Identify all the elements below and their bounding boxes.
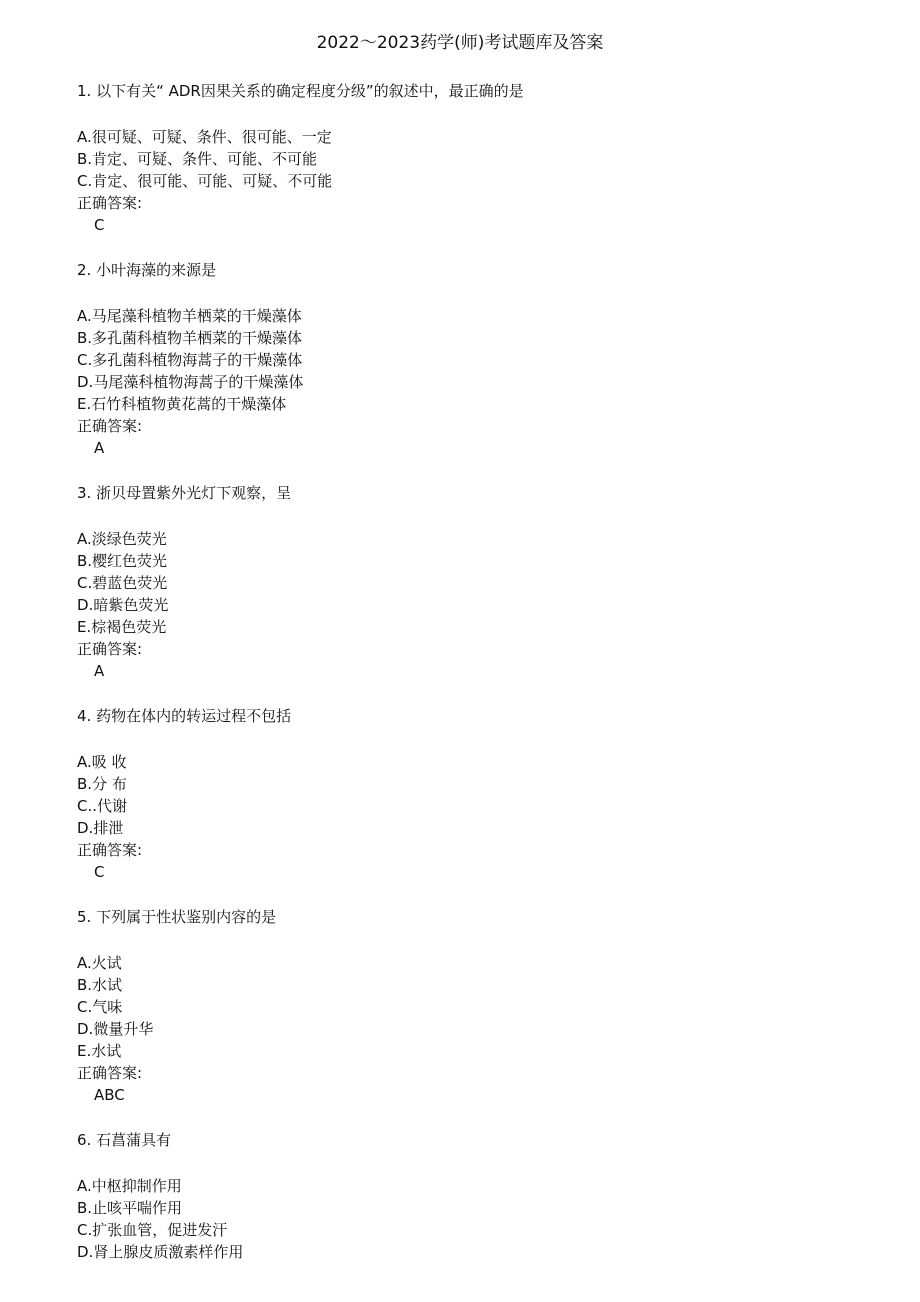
answer-value: A xyxy=(94,662,105,680)
option-b: B.樱红色荧光 xyxy=(77,552,168,570)
question-1 xyxy=(77,80,877,236)
answer-label: 正确答案: xyxy=(77,640,143,658)
option-c: C.气味 xyxy=(77,998,123,1016)
option-d: D.马尾藻科植物海蒿子的干燥藻体 xyxy=(77,373,304,391)
answer-label: 正确答案: xyxy=(77,841,143,859)
answer-value: C xyxy=(94,863,105,881)
question-stem: 5. 下列属于性状鉴别内容的是 xyxy=(77,908,277,926)
answer-label: 正确答案: xyxy=(77,1064,143,1082)
option-c: C.多孔菌科植物海蒿子的干燥藻体 xyxy=(77,351,303,369)
question-2 xyxy=(77,259,877,459)
option-b: B.肯定、可疑、条件、可能、不可能 xyxy=(77,150,318,168)
answer-label: 正确答案: xyxy=(77,417,143,435)
option-d: D.排泄 xyxy=(77,819,124,837)
answer-label: 正确答案: xyxy=(77,194,143,212)
option-c: C.扩张血管，促进发汗 xyxy=(77,1221,228,1239)
option-d: D.微量升华 xyxy=(77,1020,154,1038)
option-b: B.分 布 xyxy=(77,775,127,793)
option-a: A.淡绿色荧光 xyxy=(77,530,167,548)
question-stem: 1. 以下有关“ ADR因果关系的确定程度分级”的叙述中，最正确的是 xyxy=(77,82,524,100)
option-b: B.止咳平喘作用 xyxy=(77,1199,183,1217)
option-list xyxy=(77,952,877,1062)
page-title: 2022～2023药学(师)考试题库及答案 xyxy=(316,33,604,53)
option-d: D.肾上腺皮质激素样作用 xyxy=(77,1243,244,1261)
option-list xyxy=(77,305,877,415)
option-a: A.吸 收 xyxy=(77,753,127,771)
answer-value: ABC xyxy=(94,1086,125,1104)
option-d: D.暗紫色荧光 xyxy=(77,596,169,614)
option-e: E.水试 xyxy=(77,1042,122,1060)
option-list xyxy=(77,751,877,839)
option-e: E.石竹科植物黄花蒿的干燥藻体 xyxy=(77,395,287,413)
question-3 xyxy=(77,482,877,682)
question-list xyxy=(77,80,877,1263)
option-e: E.棕褐色荧光 xyxy=(77,618,167,636)
answer-value: A xyxy=(94,439,105,457)
question-stem: 3. 浙贝母置紫外光灯下观察，呈 xyxy=(77,484,292,502)
question-6 xyxy=(77,1129,877,1263)
question-stem: 6. 石菖蒲具有 xyxy=(77,1131,172,1149)
option-c: C.肯定、很可能、可能、可疑、不可能 xyxy=(77,172,333,190)
answer-value: C xyxy=(94,216,105,234)
question-stem: 4. 药物在体内的转运过程不包括 xyxy=(77,707,292,725)
question-stem: 2. 小叶海藻的来源是 xyxy=(77,261,217,279)
option-list xyxy=(77,126,877,192)
option-list xyxy=(77,528,877,638)
option-a: A.马尾藻科植物羊栖菜的干燥藻体 xyxy=(77,307,302,325)
question-5 xyxy=(77,906,877,1106)
option-a: A.中枢抑制作用 xyxy=(77,1177,182,1195)
option-a: A.火试 xyxy=(77,954,122,972)
option-a: A.很可疑、可疑、条件、很可能、一定 xyxy=(77,128,332,146)
option-b: B.多孔菌科植物羊栖菜的干燥藻体 xyxy=(77,329,303,347)
option-c: C.碧蓝色荧光 xyxy=(77,574,168,592)
question-4 xyxy=(77,705,877,883)
option-c: C..代谢 xyxy=(77,797,128,815)
option-list xyxy=(77,1175,877,1263)
option-b: B.水试 xyxy=(77,976,123,994)
